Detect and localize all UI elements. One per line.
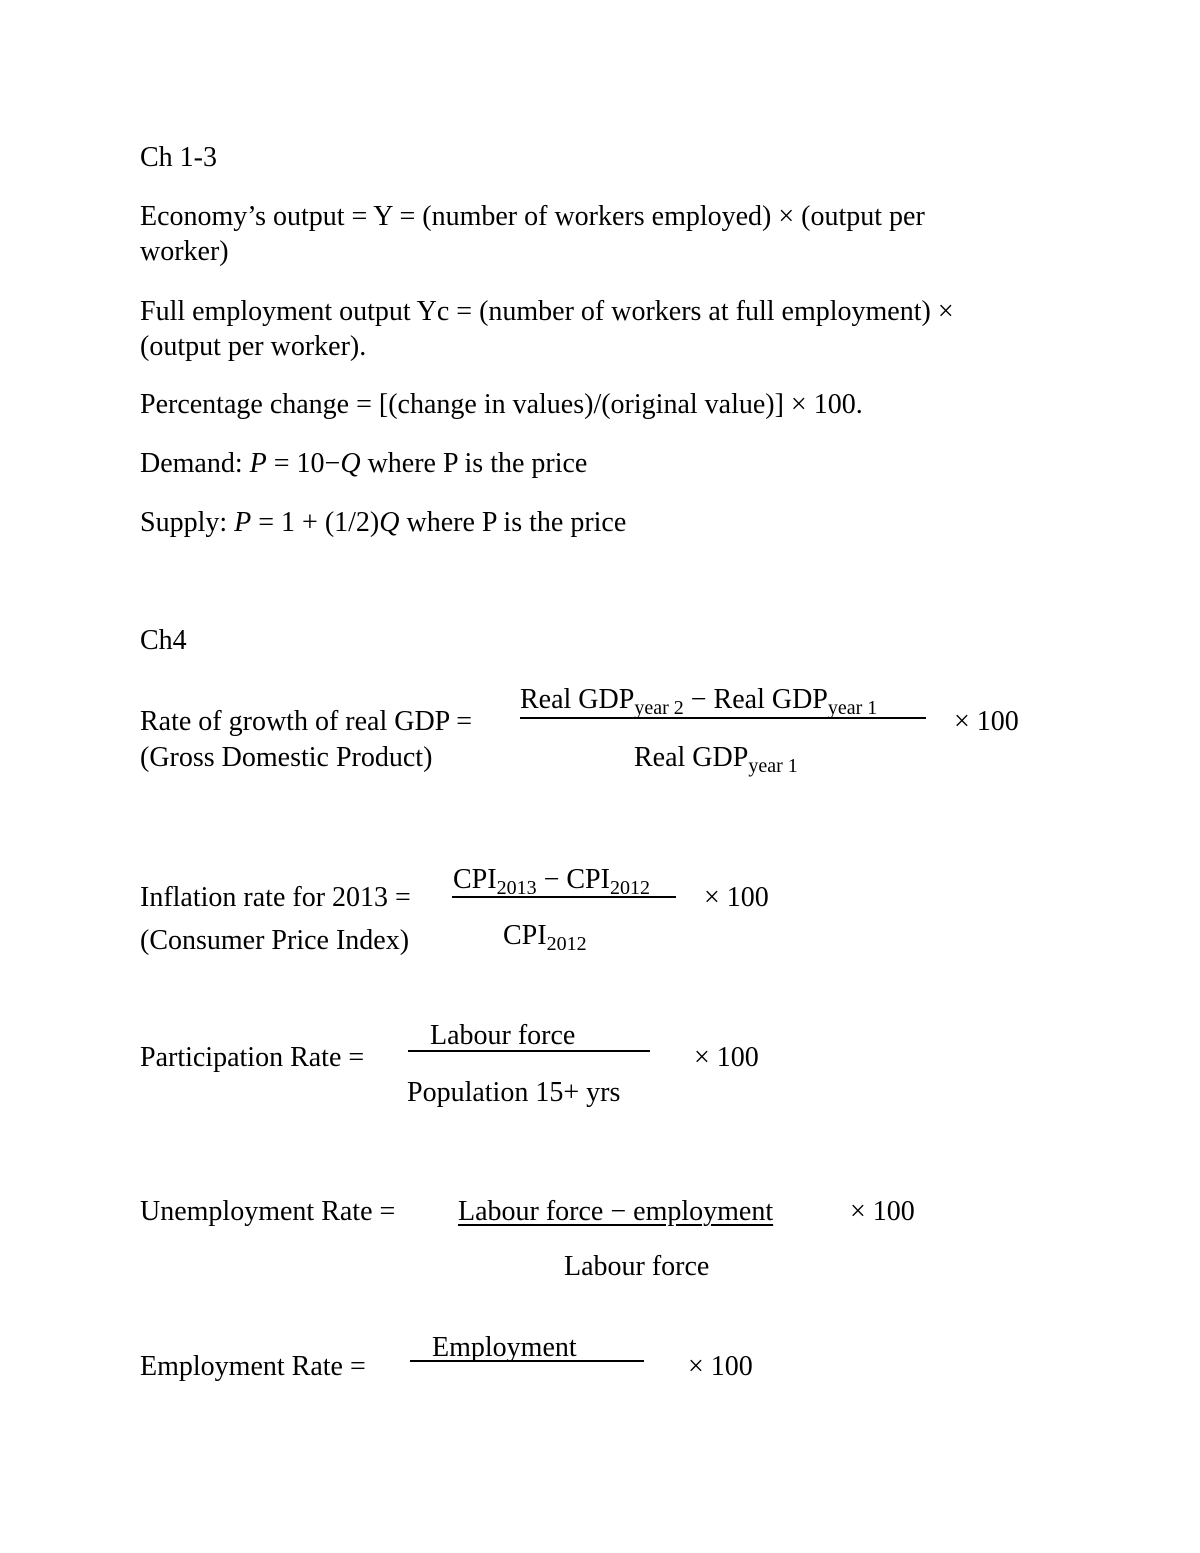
participation-fraction-bar [408,1050,650,1052]
gdp-times-100: × 100 [954,706,1019,737]
participation-numerator: Labour force [430,1020,576,1051]
full-employment-formula-line1: Full employment output Yc = (number of workers at full employment) × [140,296,954,327]
output-formula-line1: Economy’s output = Y = (number of workers employed) × (output per [140,201,925,232]
inflation-rate-sublabel: (Consumer Price Index) [140,925,410,956]
unemployment-times-100: × 100 [850,1196,915,1227]
participation-rate-label: Participation Rate = [140,1042,365,1073]
gdp-growth-label: Rate of growth of real GDP = [140,706,473,737]
gdp-fraction-denominator: Real $GDP_{year 1}$ [634,742,798,777]
employment-times-100: × 100 [688,1351,753,1382]
participation-times-100: × 100 [694,1042,759,1073]
supply-equation: Supply: P = 1 + (1/2)Q where P is the price [140,507,627,538]
unemployment-denominator: Labour force [564,1251,710,1282]
section-heading-ch1-3: Ch 1-3 [140,142,217,173]
output-formula-line2: worker) [140,236,229,267]
inflation-fraction-bar [452,896,676,898]
gdp-fraction-bar [520,717,926,719]
unemployment-numerator: Labour force − employment [458,1196,774,1227]
gdp-growth-sublabel: (Gross Domestic Product) [140,742,433,773]
inflation-fraction-numerator: $CPI_{2013} - CPI_{2012}$ [453,864,650,899]
inflation-times-100: × 100 [704,882,769,913]
employment-fraction-bar [410,1360,644,1362]
employment-numerator: Employment [432,1332,577,1363]
gdp-fraction-numerator: Real $GDP_{year 2}$ − Real $GDP_{year 1}$ [520,684,878,719]
employment-rate-label: Employment Rate = [140,1351,366,1382]
demand-equation: Demand: P = 10−Q where P is the price [140,448,588,479]
inflation-rate-label: Inflation rate for 2013 = [140,882,411,913]
full-employment-formula-line2: (output per worker). [140,331,367,362]
inflation-fraction-denominator: $CPI_{2012}$ [503,920,587,955]
unemployment-rate-label: Unemployment Rate = [140,1196,396,1227]
participation-denominator: Population 15+ yrs [407,1077,621,1108]
percentage-change-formula: Percentage change = [(change in values)/(original value)] × 100. [140,389,863,420]
section-heading-ch4: Ch4 [140,625,187,656]
